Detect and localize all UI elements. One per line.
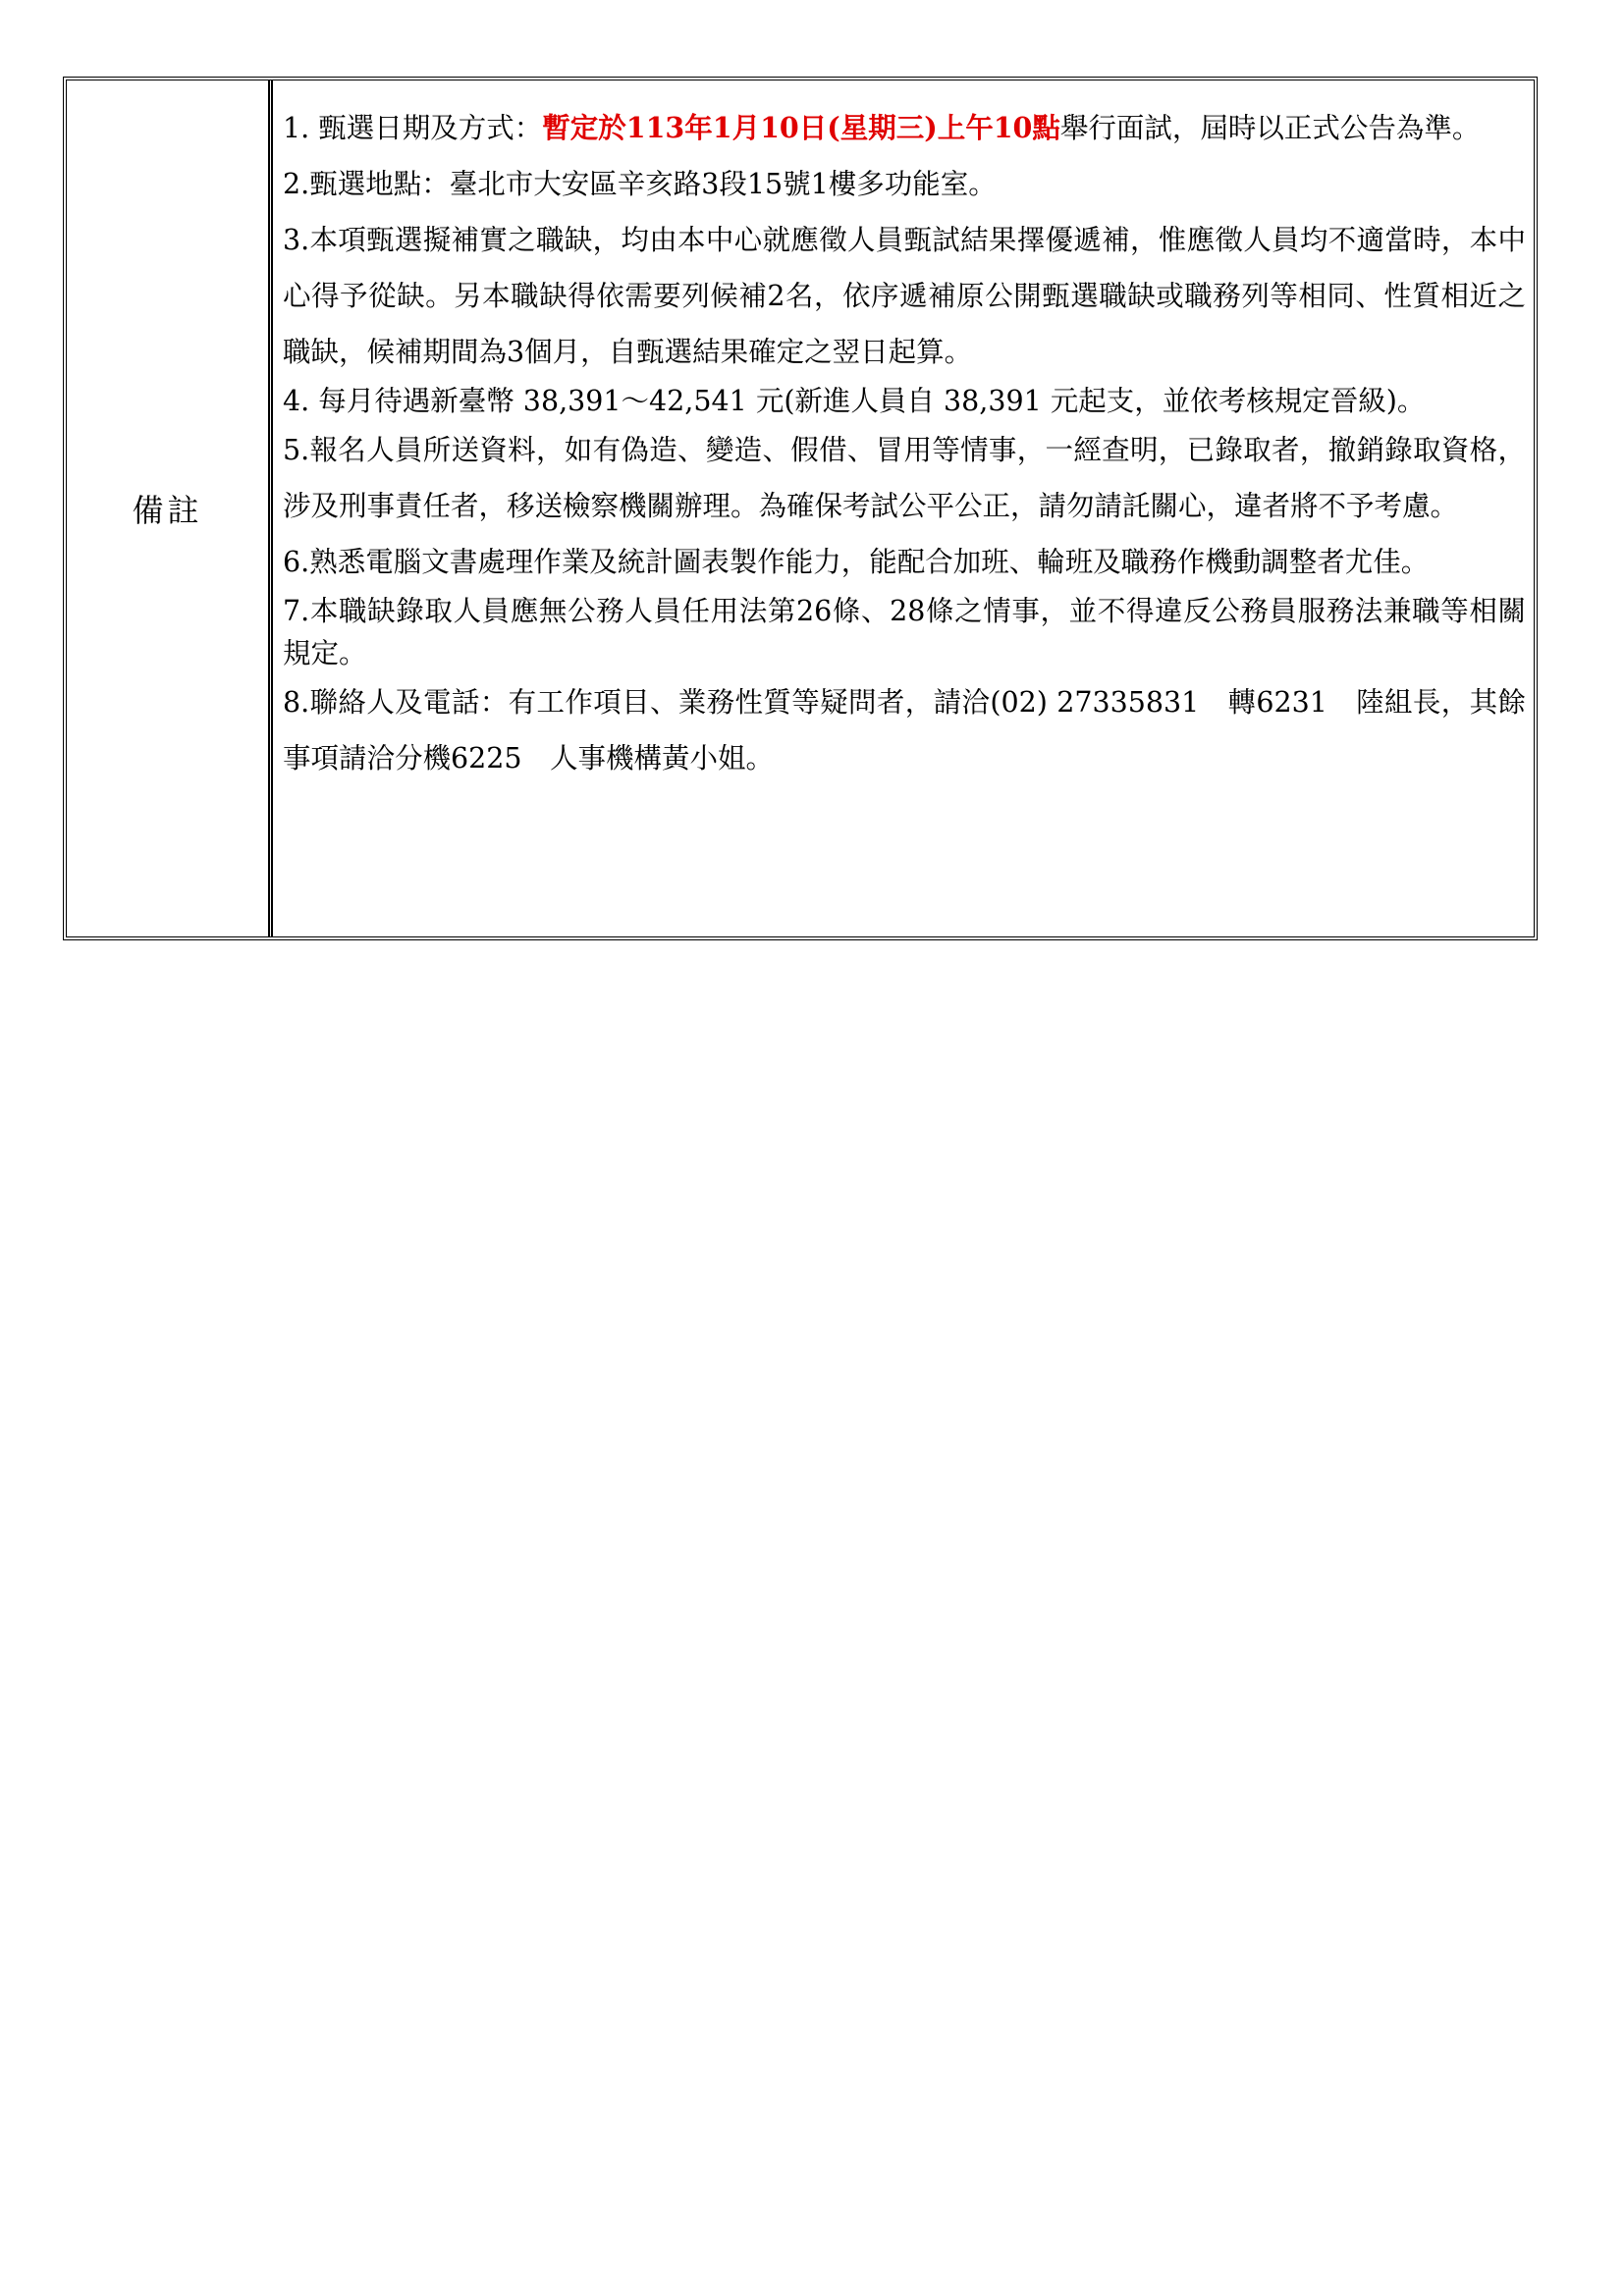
note-1-prefix: 1. 甄選日期及方式： [283, 112, 543, 144]
note-item-8: 8.聯絡人及電話：有工作項目、業務性質等疑問者，請洽(02) 27335831 轉6231 陸組長，其餘事項請洽分機6225 人事機構黃小姐。 [283, 686, 1526, 774]
notes-table [63, 77, 1538, 940]
notes-label: 備註 [132, 492, 203, 529]
note-item-7: 7.本職缺錄取人員應無公務人員任用法第26條、28條之情事，並不得違反公務員服務法兼職等相關規定。 [283, 595, 1526, 669]
notes-content-cell [273, 80, 1534, 936]
note-item-3: 3.本項甄選擬補實之職缺，均由本中心就應徵人員甄試結果擇優遞補，惟應徵人員均不適當時，本中心得予從缺。另本職缺得依需要列候補2名，依序遞補原公開甄選職缺或職務列等相同、性質相近之職缺，候補期間為3個月，自甄選結果確定之翌日起算。 [283, 224, 1526, 368]
note-item-5: 5.報名人員所送資料，如有偽造、變造、假借、冒用等情事，一經查明，已錄取者，撤銷錄取資格，涉及刑事責任者，移送檢察機關辦理。為確保考試公平公正，請勿請託關心，違者將不予考慮。 [283, 434, 1526, 522]
note-item-6: 6.熟悉電腦文書處理作業及統計圖表製作能力，能配合加班、輪班及職務作機動調整者尤佳。 [283, 546, 1430, 578]
note-item-2: 2.甄選地點：臺北市大安區辛亥路3段15號1樓多功能室。 [283, 168, 997, 200]
note-1-suffix: 舉行面試，屆時以正式公告為準。 [1059, 112, 1481, 144]
note-item-1 [283, 100, 1526, 156]
note-item-4: 4. 每月待遇新臺幣 38,391～42,541 元(新進人員自 38,391 元起支，並依考核規定晉級)。 [283, 385, 1426, 417]
notes-label-cell [67, 80, 273, 936]
note-1-highlight-date: 暫定於113年1月10日(星期三)上午10點 [542, 111, 1060, 144]
